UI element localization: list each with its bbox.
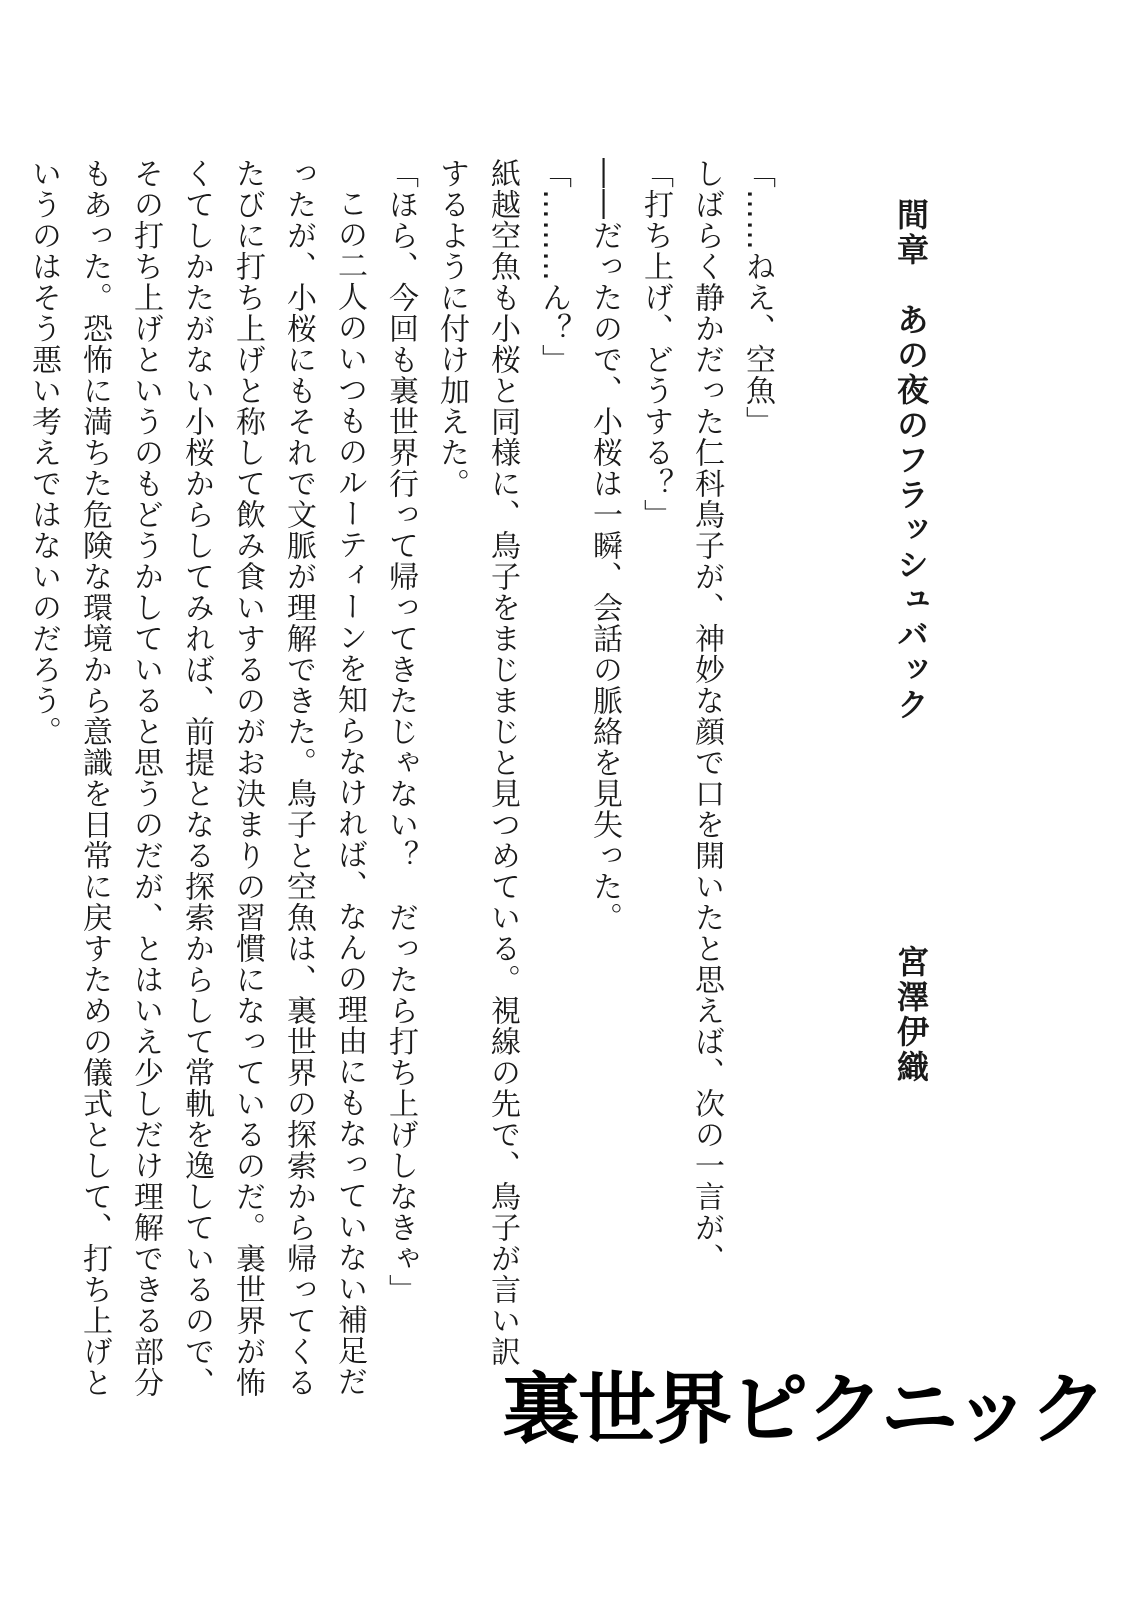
series-logo [502,1360,1106,1460]
body-line: この二人のいつものルーティーンを知らなければ、なんの理由にもなっていない補足だ [332,188,367,1397]
body-line: その打ち上げというのもどうかしていると思うのだが、とはいえ少しだけ理解できる部分 [128,158,163,1398]
body-line: たびに打ち上げと称して飲み食いするのがお決まりの習慣になっているのだ。裏世界が怖 [230,158,265,1398]
body-line: 「打ち上げ、どうする？」 [638,158,673,530]
body-line: 「………ん？」 [536,158,571,375]
body-line: しばらく静かだった仁科鳥子が、神妙な顔で口を開いたと思えば、次の一言が、 [689,158,724,1274]
body-line: いうのはそう悪い考えではないのだろう。 [26,158,61,747]
body-line: もあった。恐怖に満ちた危険な環境から意識を日常に戻すための儀式として、打ち上げと [77,158,112,1398]
body-line: するように付け加えた。 [434,158,469,499]
body-line: ――だったので、小桜は一瞬、会話の脈絡を見失った。 [587,158,622,933]
chapter-title: 間章 あの夜のフラッシュバック [892,198,930,723]
body-line: くてしかたがない小桜からしてみれば、前提となる探索からして常軌を逸しているので、 [179,158,214,1398]
series-logo-text: 裏世界ピクニック [502,1364,1106,1455]
body-text [18,158,783,1398]
author-name: 宮澤伊織 [892,945,930,1085]
body-line: 「ほら、今回も裏世界行って帰ってきたじゃない？ だったら打ち上げしなきゃ」 [383,158,418,1305]
body-line: 「……ねえ、空魚」 [740,158,775,437]
body-line: 紙越空魚も小桜と同様に、鳥子をまじまじと見つめている。視線の先で、鳥子が言い訳 [485,158,520,1367]
body-line: ったが、小桜にもそれで文脈が理解できた。鳥子と空魚は、裏世界の探索から帰ってくる [281,158,316,1398]
